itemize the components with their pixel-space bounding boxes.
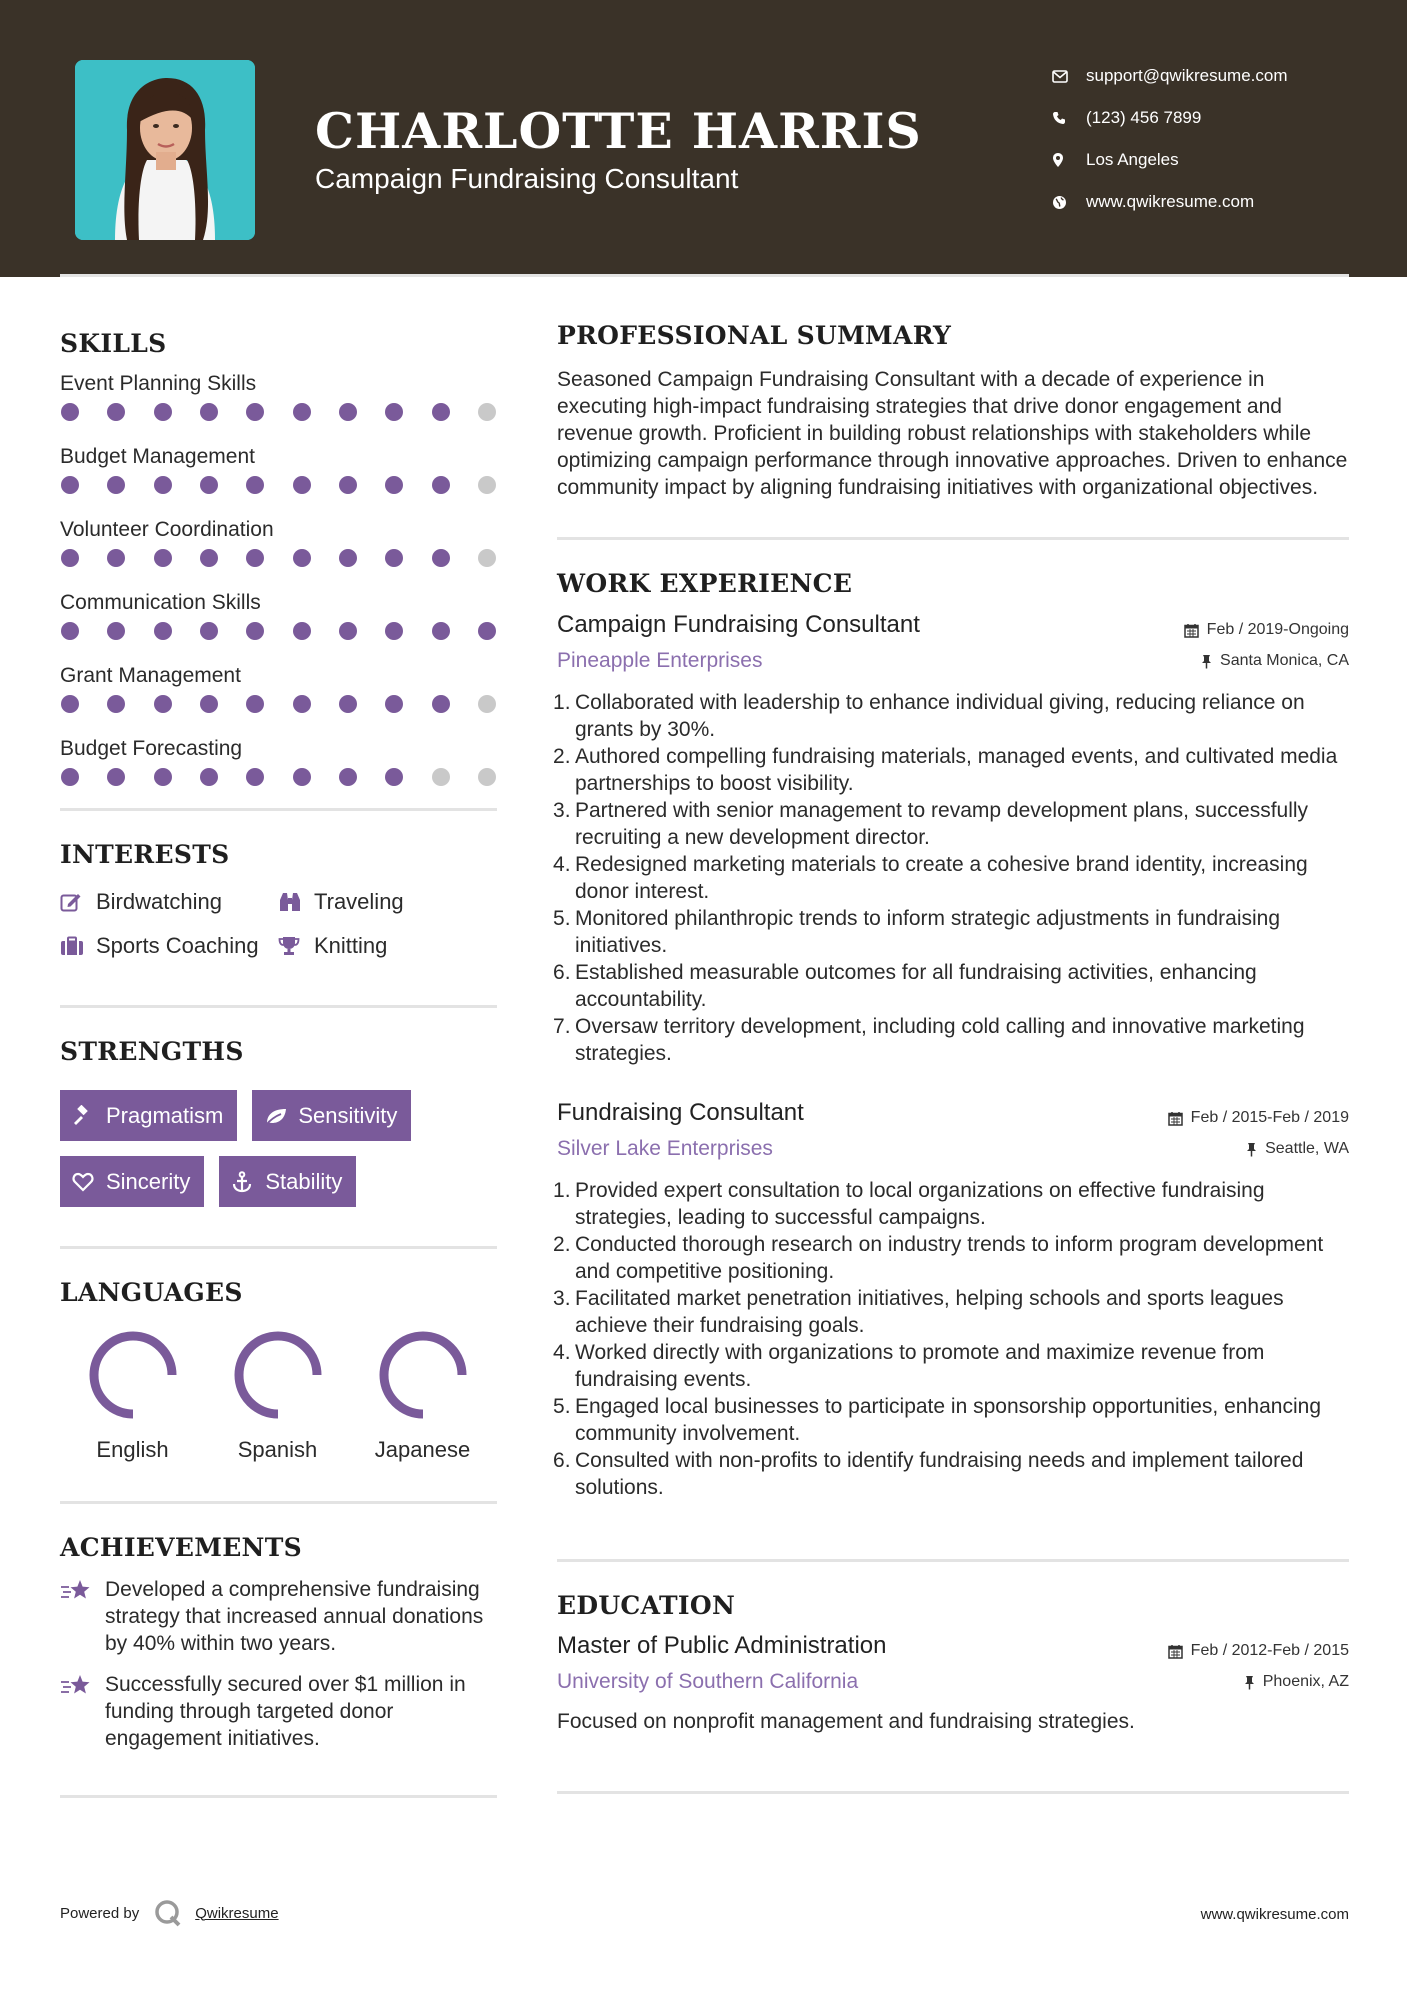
- leaf-icon: [264, 1106, 298, 1126]
- contact-website-text: www.qwikresume.com: [1086, 192, 1255, 211]
- strength-tag: [60, 1090, 237, 1141]
- education-location: [1244, 1673, 1349, 1691]
- skill-name: Event Planning Skills: [60, 372, 257, 395]
- education-location-text: Phoenix, AZ: [1262, 1673, 1349, 1690]
- skill-dot-filled: [107, 768, 125, 786]
- gavel-icon: [72, 1105, 106, 1127]
- person-portrait-image: [75, 60, 255, 240]
- contact-website[interactable]: [1050, 181, 1390, 223]
- interest-label: Traveling: [314, 889, 404, 914]
- envelope-icon: [1050, 70, 1086, 83]
- language-label: English: [96, 1437, 169, 1462]
- strength-label: Pragmatism: [106, 1102, 224, 1128]
- section-divider: [60, 1246, 497, 1249]
- achievement-text: Successfully secured over $1 million in funding through targeted donor engagement initiatives.: [105, 1673, 466, 1750]
- duty-item: Monitored philanthropic trends to inform strategic adjustments in fundraising initiatives.: [575, 907, 1281, 957]
- skill-dot-filled: [107, 403, 125, 421]
- strength-label: Stability: [265, 1168, 343, 1194]
- right-column: [557, 278, 1349, 1794]
- skill-rating: [60, 398, 497, 426]
- skill-dot-empty: [478, 768, 496, 786]
- skill-dot-filled: [246, 695, 264, 713]
- candidate-name: CHARLOTTE HARRIS: [315, 102, 922, 160]
- skill-dot-empty: [478, 695, 496, 713]
- contact-phone-text: (123) 456 7899: [1086, 108, 1202, 127]
- interests-title: INTERESTS: [60, 840, 230, 869]
- skill-dot-filled: [385, 403, 403, 421]
- skill-dot-filled: [246, 549, 264, 567]
- duty-item: Engaged local businesses to participate in sponsorship opportunities, enhancing community involvement.: [575, 1395, 1321, 1445]
- skill-dot-filled: [107, 695, 125, 713]
- skills-title: SKILLS: [60, 329, 167, 358]
- languages-title: LANGUAGES: [60, 1278, 243, 1307]
- skill-dot-filled: [200, 549, 218, 567]
- skill-name: Budget Management: [60, 445, 255, 468]
- skill-rating: [60, 617, 497, 645]
- skill-name: Volunteer Coordination: [60, 518, 274, 541]
- skill-rating: [60, 471, 497, 499]
- language-item: [60, 1329, 205, 1463]
- calendar-icon: [1168, 1111, 1183, 1126]
- skill-dot-filled: [246, 622, 264, 640]
- skill-name: Grant Management: [60, 664, 241, 687]
- skill-dot-empty: [478, 403, 496, 421]
- job-dates: [1168, 1109, 1349, 1127]
- interest-label: Knitting: [314, 933, 388, 958]
- skill-dot-filled: [61, 549, 79, 567]
- education-dates-text: Feb / 2012-Feb / 2015: [1190, 1642, 1349, 1659]
- binoculars-icon: [278, 892, 314, 912]
- skill-dot-filled: [61, 695, 79, 713]
- skill-dot-filled: [246, 403, 264, 421]
- calendar-icon: [1168, 1644, 1183, 1659]
- duty-item: Oversaw territory development, including cold calling and innovative marketing strategies.: [575, 1015, 1305, 1065]
- trophy-icon: [278, 936, 314, 956]
- left-column: [60, 278, 497, 1798]
- footer-powered-by: [60, 1898, 279, 1928]
- language-level-ring: [377, 1329, 469, 1421]
- interest-label: Sports Coaching: [96, 933, 259, 958]
- job-duties: [557, 689, 1349, 1067]
- skill-dot-filled: [107, 476, 125, 494]
- language-level-ring: [87, 1329, 179, 1421]
- skill-dot-filled: [293, 695, 311, 713]
- section-divider: [557, 537, 1349, 540]
- header-divider: [60, 274, 1349, 277]
- skill-dot-filled: [432, 622, 450, 640]
- job-dates-text: Feb / 2015-Feb / 2019: [1190, 1109, 1349, 1126]
- skill-dot-filled: [339, 403, 357, 421]
- skill-dot-filled: [200, 695, 218, 713]
- skill-dot-filled: [200, 768, 218, 786]
- strength-tag: [252, 1090, 411, 1141]
- skill-dot-empty: [478, 549, 496, 567]
- skill-dot-filled: [154, 549, 172, 567]
- duty-item: Authored compelling fundraising materials, managed events, and cultivated media partnerships to boost visibility.: [575, 745, 1338, 795]
- candidate-title: Campaign Fundraising Consultant: [315, 163, 739, 194]
- skill-dot-filled: [432, 549, 450, 567]
- footer-url[interactable]: www.qwikresume.com: [1200, 1906, 1349, 1923]
- calendar-icon: [1184, 623, 1199, 638]
- degree-title: Master of Public Administration: [557, 1632, 887, 1659]
- duty-item: Redesigned marketing materials to create a cohesive brand identity, increasing donor interest.: [575, 853, 1308, 903]
- profile-photo: [75, 60, 255, 240]
- strength-tag: [60, 1156, 204, 1207]
- skill-dot-filled: [154, 622, 172, 640]
- contact-phone[interactable]: [1050, 97, 1390, 139]
- achievements-title: ACHIEVEMENTS: [60, 1533, 302, 1562]
- skill-dot-filled: [200, 476, 218, 494]
- skill-name: Communication Skills: [60, 591, 261, 614]
- skill-dot-filled: [385, 549, 403, 567]
- interest-item: [278, 931, 497, 961]
- heart-icon: [72, 1172, 106, 1192]
- contact-location-text: Los Angeles: [1086, 150, 1179, 169]
- skill-dot-filled: [200, 622, 218, 640]
- pushpin-icon: [1246, 1142, 1257, 1157]
- strength-label: Sincerity: [106, 1168, 191, 1194]
- skill-dot-filled: [432, 476, 450, 494]
- interest-item: [60, 887, 278, 917]
- job-title: Fundraising Consultant: [557, 1099, 804, 1126]
- interest-label: Birdwatching: [96, 889, 222, 914]
- skill-dot-filled: [385, 695, 403, 713]
- achievement-item: [60, 1576, 497, 1657]
- resume-header: [0, 0, 1407, 277]
- duty-item: Consulted with non-profits to identify fundraising needs and implement tailored solutions.: [575, 1449, 1304, 1499]
- skill-dot-filled: [154, 695, 172, 713]
- pencil-square-icon: [60, 892, 96, 912]
- skill-dot-filled: [61, 622, 79, 640]
- language-item: [350, 1329, 495, 1463]
- section-divider: [557, 1559, 1349, 1562]
- skill-dot-filled: [339, 622, 357, 640]
- school-name: University of Southern California: [557, 1670, 859, 1693]
- interest-item: [278, 887, 497, 917]
- language-label: Japanese: [374, 1437, 471, 1462]
- skill-dot-empty: [432, 768, 450, 786]
- job-company: Pineapple Enterprises: [557, 649, 763, 672]
- skill-dot-filled: [293, 549, 311, 567]
- duty-item: Provided expert consultation to local organizations on effective fundraising strategies, leading to successful campaigns.: [575, 1179, 1265, 1229]
- skill-dot-filled: [293, 622, 311, 640]
- skill-dot-filled: [107, 549, 125, 567]
- strengths-list: [60, 1090, 497, 1207]
- education-title: EDUCATION: [557, 1591, 736, 1620]
- duty-item: Collaborated with leadership to enhance individual giving, reducing reliance on grants by 30%.: [575, 691, 1305, 741]
- duty-item: Facilitated market penetration initiatives, helping schools and sports leagues achieve their fundraising goals.: [575, 1287, 1284, 1337]
- qwikresume-logo-icon: [153, 1898, 183, 1928]
- section-divider: [60, 1501, 497, 1504]
- skill-rating: [60, 690, 497, 718]
- job-location-text: Seattle, WA: [1265, 1140, 1349, 1157]
- section-divider: [557, 1791, 1349, 1794]
- duty-item: Conducted thorough research on industry trends to inform program development and competitive positioning.: [575, 1233, 1324, 1283]
- languages-list: [60, 1329, 497, 1463]
- skill-dot-filled: [339, 549, 357, 567]
- achievement-text: Developed a comprehensive fundraising strategy that increased annual donations by 40% within two years.: [105, 1578, 484, 1655]
- job-location-text: Santa Monica, CA: [1220, 652, 1349, 669]
- contact-list: [1050, 55, 1390, 223]
- duty-item: Established measurable outcomes for all fundraising activities, enhancing accountability.: [575, 961, 1257, 1011]
- skill-dot-filled: [478, 622, 496, 640]
- skill-dot-filled: [246, 768, 264, 786]
- job-title: Campaign Fundraising Consultant: [557, 611, 920, 638]
- skill-dot-filled: [61, 403, 79, 421]
- skill-dot-filled: [61, 476, 79, 494]
- skills-list: [60, 370, 497, 791]
- map-pin-icon: [1050, 152, 1086, 168]
- skill-rating: [60, 544, 497, 572]
- skill-dot-filled: [293, 476, 311, 494]
- job-location: [1201, 652, 1349, 670]
- skill-dot-filled: [432, 695, 450, 713]
- qwikresume-link[interactable]: Qwikresume: [195, 1904, 279, 1922]
- skill-dot-empty: [478, 476, 496, 494]
- education-dates: [1168, 1642, 1349, 1660]
- skill-dot-filled: [293, 403, 311, 421]
- globe-icon: [1050, 195, 1086, 210]
- education-entry: [557, 1632, 1349, 1735]
- skill-dot-filled: [385, 768, 403, 786]
- education-description: Focused on nonprofit management and fundraising strategies.: [557, 1710, 1135, 1733]
- shooting-star-icon: [60, 1576, 105, 1657]
- interests-list: [60, 887, 497, 961]
- strengths-title: STRENGTHS: [60, 1037, 244, 1066]
- skill-dot-filled: [154, 403, 172, 421]
- skill-dot-filled: [246, 476, 264, 494]
- interest-item: [60, 931, 278, 961]
- job-location: [1246, 1140, 1349, 1158]
- summary-text: Seasoned Campaign Fundraising Consultant with a decade of experience in executing high-impact fundraising strategies that drive donor engagement and revenue growth. Proficient in building robust relationships with stakeholders while optimizing campaign performance through innovative approaches. Driven to enhance community impact by aligning fundraising initiatives with organizational objectives.: [557, 368, 1348, 499]
- strength-label: Sensitivity: [298, 1102, 398, 1128]
- strength-tag: [219, 1156, 356, 1207]
- skill-dot-filled: [339, 695, 357, 713]
- shooting-star-icon: [60, 1671, 105, 1752]
- job-duties: [557, 1177, 1349, 1501]
- skill-dot-filled: [154, 476, 172, 494]
- briefcase-icon: [60, 936, 96, 956]
- contact-email-text: support@qwikresume.com: [1086, 66, 1288, 85]
- section-divider: [60, 1005, 497, 1008]
- powered-by-text: Powered by: [60, 1904, 140, 1922]
- pushpin-icon: [1244, 1675, 1255, 1690]
- phone-icon: [1050, 111, 1086, 125]
- achievements-list: [60, 1576, 497, 1752]
- skill-dot-filled: [107, 622, 125, 640]
- skill-rating: [60, 763, 497, 791]
- section-divider: [60, 808, 497, 811]
- job-entry: [557, 1099, 1349, 1501]
- job-entry: [557, 611, 1349, 1067]
- skill-name: Budget Forecasting: [60, 737, 243, 760]
- job-dates-text: Feb / 2019-Ongoing: [1206, 621, 1349, 638]
- skill-dot-filled: [432, 403, 450, 421]
- contact-email[interactable]: [1050, 55, 1390, 97]
- language-label: Spanish: [237, 1437, 318, 1462]
- pushpin-icon: [1201, 654, 1212, 669]
- job-dates: [1184, 621, 1349, 639]
- contact-location: [1050, 139, 1390, 181]
- skill-dot-filled: [293, 768, 311, 786]
- skill-dot-filled: [154, 768, 172, 786]
- section-divider: [60, 1795, 497, 1798]
- duty-item: Partnered with senior management to revamp development plans, successfully recruiting a new development director.: [575, 799, 1309, 849]
- anchor-icon: [231, 1171, 265, 1193]
- skill-dot-filled: [339, 768, 357, 786]
- duty-item: Worked directly with organizations to promote and maximize revenue from fundraising events.: [575, 1341, 1265, 1391]
- experience-title: WORK EXPERIENCE: [557, 569, 853, 598]
- skill-dot-filled: [385, 622, 403, 640]
- skill-dot-filled: [385, 476, 403, 494]
- achievement-item: [60, 1671, 497, 1752]
- job-company: Silver Lake Enterprises: [557, 1137, 773, 1160]
- skill-dot-filled: [61, 768, 79, 786]
- summary-title: PROFESSIONAL SUMMARY: [557, 321, 952, 350]
- skill-dot-filled: [339, 476, 357, 494]
- language-level-ring: [232, 1329, 324, 1421]
- language-item: [205, 1329, 350, 1463]
- skill-dot-filled: [200, 403, 218, 421]
